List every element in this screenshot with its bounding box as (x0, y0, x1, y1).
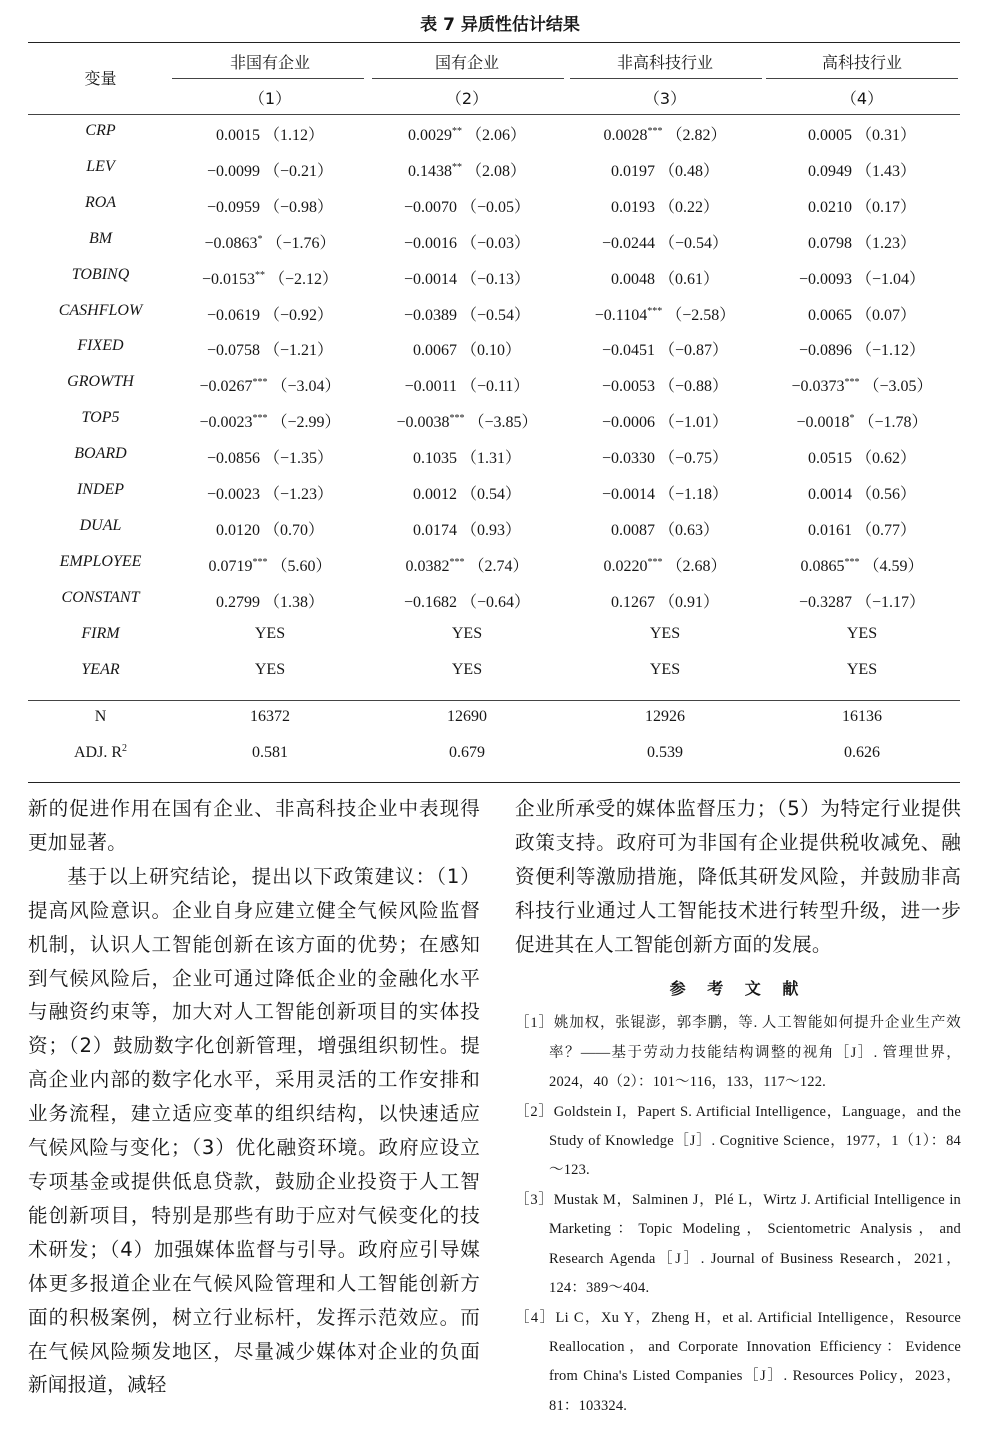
coefficient: YES (846, 660, 878, 678)
t-statistic: （−2.58） (666, 306, 736, 324)
t-statistic: （0.62） (855, 450, 916, 468)
t-statistic: （−3.85） (468, 414, 538, 432)
coefficient: −0.1682 (403, 593, 457, 611)
coefficient: −0.0014 (601, 486, 655, 503)
table-cell (752, 266, 972, 289)
table-cell (357, 625, 577, 643)
coefficient: −0.0959 (206, 198, 260, 216)
coefficient: YES (649, 624, 681, 642)
summary-cell: 0.679 (449, 744, 485, 762)
coefficient: −0.0619 (206, 306, 260, 324)
summary-label-text: ADJ. R (73, 744, 122, 762)
table-cell (160, 589, 380, 612)
table-cell (555, 445, 775, 468)
coefficient: YES (451, 624, 483, 642)
t-statistic: （−1.35） (264, 450, 334, 468)
coefficient: −0.0038 (396, 414, 450, 432)
table-cell (160, 517, 380, 540)
significance-stars: * (257, 233, 263, 245)
table-cell (555, 481, 775, 504)
row-variable-label: FIXED (77, 337, 124, 355)
reference-4: ［4］Li C，Xu Y，Zheng H，et al. Artificial Intelligence，Resource Reallocation，and Corporate Innovation Efficiency：Evidence from China's Listed Companies［J］. Resources Policy，2023，81：103324. (515, 1309, 961, 1414)
coefficient: 0.0719 (208, 557, 253, 575)
table-cell (752, 517, 972, 540)
table-cell (357, 481, 577, 504)
coefficient: −0.0758 (206, 342, 260, 360)
table-bottom-rule (28, 782, 960, 783)
significance-stars: *** (252, 413, 268, 425)
t-statistic: （0.63） (658, 521, 719, 539)
t-statistic: （−0.75） (659, 450, 729, 468)
row-variable-label: INDEP (76, 481, 125, 498)
coefficient: YES (451, 660, 483, 678)
t-statistic: （−1.17） (856, 593, 926, 611)
coefficient: YES (254, 624, 286, 642)
coefficient: 0.0067 (412, 342, 457, 360)
column-header-underline-3 (570, 78, 762, 79)
table-cell (160, 481, 380, 504)
table-cell (752, 661, 972, 679)
table-cell (160, 122, 380, 145)
table-cell (160, 302, 380, 325)
column-number-2: （2） (445, 89, 489, 108)
table-cell (555, 302, 775, 325)
table-cell (752, 481, 972, 504)
paragraph-policy: 基于以上研究结论，提出以下政策建议：（1）提高风险意识。企业自身应建立健全气候风险监督机制，认识人工智能创新在该方面的优势；在感知到气候风险后，企业可通过降低企业的金融化水平与融资约束等，加大对人工智能创新项目的实体投资；（2）鼓励数字化创新管理，增强组织韧性。提高企业内部的数字化水平，采用灵活的工作安排和业务流程，建立适应变革的组织结构，以快速适应气候风险与变化；（3）优化融资环境。政府应设立专项基金或提供低息贷款，鼓励企业投资于人工智能创新项目，特别是那些有助于应对气候变化的技术研发；（4）加强媒体监督与引导。政府应引导媒体更多报道企业在气候风险管理和人工智能创新方面的积极案例，树立行业标杆，发挥示范效应。而在气候风险频发地区，尽量减少媒体对企业的负面新闻报道，减轻 (28, 864, 480, 1397)
t-statistic: （−0.21） (264, 162, 334, 180)
t-statistic: （1.31） (460, 450, 521, 468)
row-variable-label: YEAR (81, 660, 120, 678)
t-statistic: （−1.76） (266, 234, 336, 252)
table-cell (555, 625, 775, 643)
coefficient: −0.0053 (601, 378, 655, 396)
t-statistic: （−1.78） (858, 414, 928, 432)
significance-stars: ** (451, 126, 462, 137)
column-number-4: （4） (840, 89, 884, 108)
summary-row-label (28, 744, 173, 762)
table-cell (357, 266, 577, 289)
table-cell (160, 625, 380, 643)
row-variable-label: CASHFLOW (58, 301, 143, 319)
coefficient: 0.0012 (412, 486, 457, 503)
column-header-underline-1 (172, 78, 364, 79)
coefficient: YES (649, 660, 681, 678)
table-cell (752, 553, 972, 576)
table-cell (357, 553, 577, 576)
reference-3: ［3］Mustak M，Salminen J，Plé L，Wirtz J. Artificial Intelligence in Marketing：Topic Modeling，Scientometric Analysis，and Research Agenda［J］. Journal of Business Research，2021，124：389～404. (515, 1191, 961, 1297)
column-header-2: 国有企业 (434, 53, 499, 72)
table-cell (752, 445, 972, 468)
t-statistic: （1.38） (263, 593, 324, 611)
significance-stars: *** (647, 126, 663, 137)
t-statistic: （−0.54） (659, 234, 729, 252)
table-cell (357, 661, 577, 679)
t-statistic: （1.23） (855, 234, 916, 252)
t-statistic: （−2.12） (269, 270, 339, 288)
coefficient: −0.0153 (201, 270, 255, 288)
t-statistic: （−0.11） (461, 378, 530, 396)
row-variable-label: BM (88, 229, 113, 247)
coefficient: −0.0099 (206, 162, 260, 180)
table-cell (357, 302, 577, 325)
t-statistic: （−0.92） (264, 306, 334, 324)
coefficient: −0.0244 (601, 234, 655, 252)
table-cell (752, 589, 972, 612)
t-statistic: （0.56） (855, 486, 916, 503)
t-statistic: （0.07） (855, 306, 916, 324)
t-statistic: （−0.64） (461, 593, 531, 611)
t-statistic: （2.68） (666, 557, 727, 575)
significance-stars: *** (449, 556, 465, 568)
t-statistic: （0.31） (855, 127, 916, 144)
row-variable-label: TOBINQ (71, 265, 130, 283)
significance-stars: *** (844, 556, 860, 568)
table-cell (555, 661, 775, 679)
column-header-4: 高科技行业 (821, 53, 902, 72)
t-statistic: （1.43） (855, 162, 916, 180)
summary-cell: 12926 (645, 708, 685, 726)
reference-1: ［1］姚加权，张锟澎，郭李鹏，等. 人工智能如何提升企业生产效率？——基于劳动力技能结构调整的视角［J］. 管理世界，2024，40（2）：101～116，133，117～122. (515, 1015, 961, 1091)
t-statistic: （−1.04） (856, 270, 926, 288)
coefficient: 0.0087 (610, 521, 655, 539)
row-variable-label: FIRM (81, 624, 120, 642)
table-cell (752, 337, 972, 360)
t-statistic: （2.82） (666, 127, 727, 144)
coefficient: −0.0006 (601, 414, 655, 432)
summary-label-text: N (94, 708, 107, 726)
t-statistic: （0.22） (658, 198, 719, 216)
coefficient: −0.0330 (601, 450, 655, 468)
coefficient: −0.0011 (404, 378, 457, 396)
significance-stars: * (849, 413, 855, 425)
t-statistic: （−1.23） (264, 486, 334, 503)
summary-row-label (28, 708, 173, 726)
summary-cell: 16372 (250, 708, 290, 726)
column-header-underline-2 (372, 78, 564, 79)
coefficient: −0.0014 (403, 270, 457, 288)
coefficient: −0.0373 (791, 378, 845, 396)
coefficient: 0.0014 (807, 486, 852, 503)
coefficient: 0.1035 (412, 450, 457, 468)
significance-stars: *** (252, 377, 268, 389)
coefficient: −0.0896 (798, 342, 852, 360)
table-cell (357, 409, 577, 432)
t-statistic: （0.70） (263, 521, 324, 539)
summary-cell: 12690 (447, 708, 487, 726)
coefficient: 0.1267 (610, 593, 655, 611)
t-statistic: （−1.21） (264, 342, 334, 360)
t-statistic: （−0.13） (461, 270, 531, 288)
coefficient: 0.2799 (215, 593, 260, 611)
coefficient: 0.0220 (603, 557, 648, 575)
table-cell (555, 337, 775, 360)
coefficient: 0.0005 (807, 127, 852, 144)
t-statistic: （−0.05） (461, 198, 531, 216)
header-bottom-rule (28, 114, 960, 115)
t-statistic: （−0.03） (461, 234, 531, 252)
t-statistic: （2.08） (465, 162, 526, 180)
table-cell (160, 158, 380, 181)
coefficient: 0.0029 (407, 127, 452, 144)
coefficient: −0.0856 (206, 450, 260, 468)
coefficient: 0.0197 (610, 162, 655, 180)
left-text-column (28, 792, 480, 1402)
coefficient: YES (254, 660, 286, 678)
coefficient: 0.0949 (807, 162, 852, 180)
table-cell (160, 661, 380, 679)
t-statistic: （−0.54） (461, 306, 531, 324)
row-variable-label: ROA (84, 193, 117, 211)
table-cell (357, 445, 577, 468)
table-cell (752, 230, 972, 253)
t-statistic: （4.59） (863, 557, 924, 575)
significance-stars: ** (255, 269, 265, 281)
table-cell (357, 517, 577, 540)
coefficient: YES (846, 624, 878, 642)
table-cell (357, 589, 577, 612)
paragraph-conclusion: 新的促进作用在国有企业、非高科技企业中表现得更加显著。 (28, 797, 480, 854)
table-cell (555, 409, 775, 432)
table-cell (160, 337, 380, 360)
table-cell (160, 409, 380, 432)
row-variable-label: CRP (85, 122, 116, 139)
table-cell (752, 409, 972, 432)
coefficient: 0.0065 (807, 306, 852, 324)
coefficient: −0.0023 (199, 414, 253, 432)
coefficient: −0.0863 (204, 234, 258, 252)
row-variable-label: BOARD (74, 445, 127, 463)
column-number-1: （1） (248, 89, 292, 108)
row-variable-label: DUAL (79, 516, 122, 534)
coefficient: −0.0023 (206, 486, 260, 503)
summary-cell: 0.626 (844, 744, 880, 762)
table-cell (160, 230, 380, 253)
table-cell (752, 122, 972, 145)
t-statistic: （−0.88） (659, 378, 729, 396)
coefficient: 0.0028 (603, 127, 648, 144)
table-cell (160, 553, 380, 576)
table-cell (555, 589, 775, 612)
significance-stars: *** (844, 377, 860, 389)
table-cell (752, 194, 972, 217)
t-statistic: （2.74） (468, 557, 529, 575)
t-statistic: （0.93） (460, 521, 521, 539)
significance-stars: *** (647, 305, 663, 317)
coefficient: −0.0267 (199, 378, 253, 396)
coefficient: 0.0798 (807, 234, 852, 252)
table-cell (555, 517, 775, 540)
table-cell (555, 158, 775, 181)
table-cell (555, 230, 775, 253)
right-text-column (515, 792, 961, 1421)
t-statistic: （−2.99） (271, 414, 341, 432)
summary-cell: 16136 (842, 708, 882, 726)
table-cell (752, 158, 972, 181)
t-statistic: （0.48） (658, 162, 719, 180)
table-cell (160, 445, 380, 468)
t-statistic: （−3.04） (271, 378, 341, 396)
table-cell (555, 194, 775, 217)
row-variable-label: LEV (86, 157, 115, 175)
table-cell (357, 122, 577, 145)
t-statistic: （−0.87） (659, 342, 729, 360)
paragraph-policy-continued: 企业所承受的媒体监督压力；（5）为特定行业提供政策支持。政府可为非国有企业提供税收减免、融资便利等激励措施，降低其研发风险，并鼓励非高科技行业通过人工智能技术进行转型升级，进一步促进其在人工智能创新方面的发展。 (515, 797, 961, 956)
table-cell (357, 194, 577, 217)
coefficient: 0.0193 (610, 198, 655, 216)
t-statistic: （0.54） (460, 486, 521, 503)
variable-header: 变量 (84, 69, 117, 88)
coefficient: 0.0015 (215, 127, 260, 144)
table-cell (752, 625, 972, 643)
table-cell (160, 266, 380, 289)
t-statistic: （0.17） (855, 198, 916, 216)
table-cell (752, 373, 972, 396)
table-cell (357, 373, 577, 396)
t-statistic: （−0.98） (264, 198, 334, 216)
table-cell (160, 194, 380, 217)
t-statistic: （0.10） (460, 342, 521, 360)
coefficient: −0.0451 (601, 342, 655, 360)
significance-stars: *** (252, 556, 268, 568)
summary-cell: 0.539 (647, 744, 683, 762)
t-statistic: （−1.01） (659, 414, 729, 432)
coefficient: 0.0382 (405, 557, 450, 575)
table-cell (555, 553, 775, 576)
table-cell (357, 158, 577, 181)
t-statistic: （0.61） (658, 270, 719, 288)
summary-separator-rule (28, 700, 960, 701)
t-statistic: （2.06） (465, 127, 526, 144)
summary-cell: 0.581 (252, 744, 288, 762)
table-top-rule (28, 42, 960, 43)
references-title: 参 考 文 献 (669, 978, 807, 998)
table-cell (555, 266, 775, 289)
table-title: 表 7 异质性估计结果 (420, 15, 580, 35)
column-header-3: 非高科技行业 (616, 53, 713, 72)
column-header-1: 非国有企业 (229, 53, 310, 72)
coefficient: 0.0210 (807, 198, 852, 216)
row-variable-label: CONSTANT (61, 588, 140, 606)
coefficient: 0.0515 (807, 450, 852, 468)
coefficient: 0.0865 (800, 557, 845, 575)
coefficient: 0.0161 (807, 521, 852, 539)
column-number-3: （3） (643, 89, 687, 108)
coefficient: −0.0389 (403, 306, 457, 324)
coefficient: 0.1438 (407, 162, 452, 180)
t-statistic: （−3.05） (863, 378, 933, 396)
coefficient: 0.0120 (215, 521, 260, 539)
table-cell (752, 302, 972, 325)
row-variable-label: TOP5 (81, 409, 120, 427)
row-variable-label: GROWTH (67, 373, 134, 391)
significance-stars: *** (647, 556, 663, 568)
t-statistic: （5.60） (271, 557, 332, 575)
coefficient: −0.0018 (796, 414, 850, 432)
t-statistic: （0.77） (855, 521, 916, 539)
significance-stars: *** (449, 413, 465, 425)
table-cell (357, 337, 577, 360)
coefficient: −0.3287 (798, 593, 852, 611)
table-cell (357, 230, 577, 253)
coefficient: −0.0016 (403, 234, 457, 252)
coefficient: −0.1104 (594, 306, 648, 324)
coefficient: −0.0093 (798, 270, 852, 288)
t-statistic: （0.91） (658, 593, 719, 611)
t-statistic: （−1.12） (856, 342, 926, 360)
table-cell (555, 373, 775, 396)
superscript: 2 (122, 743, 127, 755)
t-statistic: （−1.18） (659, 486, 729, 503)
significance-stars: ** (451, 161, 462, 173)
t-statistic: （1.12） (263, 127, 324, 144)
table-cell (555, 122, 775, 145)
row-variable-label: EMPLOYEE (59, 552, 142, 570)
table-cell (160, 373, 380, 396)
column-header-underline-4 (766, 78, 958, 79)
coefficient: −0.0070 (403, 198, 457, 216)
coefficient: 0.0048 (610, 270, 655, 288)
coefficient: 0.0174 (412, 521, 457, 539)
reference-2: ［2］Goldstein I，Papert S. Artificial Intelligence，Language，and the Study of Knowledge［J］. Cognitive Science，1977，1（1）：84～123. (515, 1103, 961, 1179)
